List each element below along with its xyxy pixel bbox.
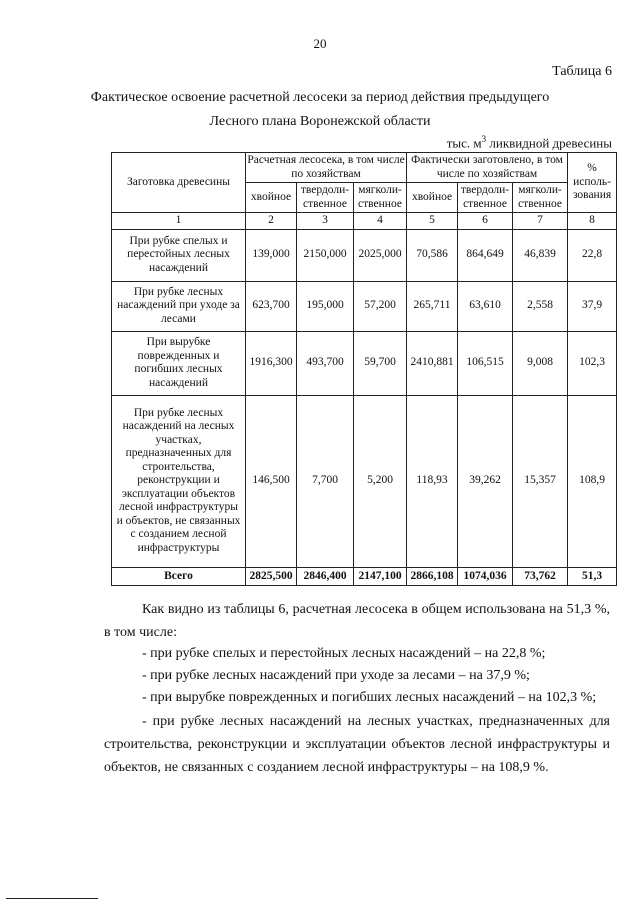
cell-value: 22,8 — [568, 229, 617, 281]
row-label: При рубке спелых и перестойных лесных насаждений — [112, 229, 246, 281]
unit-superscript: 3 — [481, 134, 487, 144]
table-row — [112, 229, 617, 281]
column-number-row — [112, 213, 617, 230]
cell-value: 1916,300 — [246, 331, 297, 395]
header-calc-hardwood: твердоли-ственное — [297, 183, 354, 213]
header-fact-group: Фактически заготовлено, в том числе по хозяйствам — [407, 153, 568, 183]
cell-value: 623,700 — [246, 281, 297, 331]
cell-value: 39,262 — [458, 395, 513, 567]
total-row — [112, 567, 617, 586]
cell-value: 63,610 — [458, 281, 513, 331]
cell-value: 118,93 — [407, 395, 458, 567]
summary-item: - при рубке спелых и перестойных лесных насаждений – на 22,8 %; — [142, 646, 546, 661]
unit-label — [447, 134, 612, 151]
cell-value: 46,839 — [513, 229, 568, 281]
summary-item: - при вырубке поврежденных и погибших лесных насаждений – на 102,3 %; — [142, 690, 597, 705]
total-value: 1074,036 — [458, 567, 513, 586]
table-row — [112, 281, 617, 331]
total-value: 2846,400 — [297, 567, 354, 586]
total-value: 2825,500 — [246, 567, 297, 586]
cell-value: 9,008 — [513, 331, 568, 395]
header-harvest-type: Заготовка древесины — [112, 153, 246, 213]
cell-value: 864,649 — [458, 229, 513, 281]
document-title: Фактическое освоение расчетной лесосеки за период действия предыдущего Лесного плана Воронежской области — [90, 90, 550, 129]
row-label: При рубке лесных насаждений при уходе за лесами — [112, 281, 246, 331]
cell-value: 146,500 — [246, 395, 297, 567]
summary-intro: Как видно из таблицы 6, расчетная лесосека в общем использована на 51,3 %, в том числе: — [104, 602, 610, 640]
cell-value: 2410,881 — [407, 331, 458, 395]
footnote-divider — [6, 898, 98, 899]
unit-suffix: ликвидной древесины — [486, 135, 612, 151]
cell-value: 139,000 — [246, 229, 297, 281]
cell-value: 15,357 — [513, 395, 568, 567]
table-row — [112, 331, 617, 395]
col-number: 6 — [458, 213, 513, 230]
cell-value: 2150,000 — [297, 229, 354, 281]
cell-value: 195,000 — [297, 281, 354, 331]
summary-item: - при рубке лесных насаждений при уходе за лесами – на 37,9 %; — [142, 668, 530, 683]
cell-value: 7,700 — [297, 395, 354, 567]
header-fact-hardwood: твердоли-ственное — [458, 183, 513, 213]
col-number: 7 — [513, 213, 568, 230]
col-number: 8 — [568, 213, 617, 230]
col-number: 1 — [112, 213, 246, 230]
cell-value: 493,700 — [297, 331, 354, 395]
row-label: При вырубке поврежденных и погибших лесных насаждений — [112, 331, 246, 395]
header-calc-conifer: хвойное — [246, 183, 297, 213]
cell-value: 106,515 — [458, 331, 513, 395]
unit-prefix: тыс. м — [446, 135, 482, 151]
cell-value: 59,700 — [354, 331, 407, 395]
row-label: При рубке лесных насаждений на лесных участках, предназначенных для строительства, реконструкции и эксплуатации объектов лесной инфраструктуры и объектов, не связанных с созданием лесной инфраструктуры — [112, 395, 246, 567]
header-calc-softwood: мягколи-ственное — [354, 183, 407, 213]
header-calc-group: Расчетная лесосека, в том числе по хозяйствам — [246, 153, 407, 183]
cell-value: 108,9 — [568, 395, 617, 567]
cell-value: 2025,000 — [354, 229, 407, 281]
cell-value: 5,200 — [354, 395, 407, 567]
page-number: 20 — [313, 36, 327, 51]
total-value: 2866,108 — [407, 567, 458, 586]
header-fact-conifer: хвойное — [407, 183, 458, 213]
total-value: 51,3 — [568, 567, 617, 586]
total-label: Всего — [112, 567, 246, 586]
col-number: 3 — [297, 213, 354, 230]
cell-value: 57,200 — [354, 281, 407, 331]
total-value: 2147,100 — [354, 567, 407, 586]
summary-item: - при рубке лесных насаждений на лесных участках, предназначенных для строительства, реконструкции и эксплуатации объектов лесной инфраструктуры и объектов, не связанных с созданием лесной инфраструктуры – на 108,9 %. — [104, 714, 610, 775]
table-label: Таблица 6 — [552, 64, 612, 79]
col-number: 4 — [354, 213, 407, 230]
cell-value: 265,711 — [407, 281, 458, 331]
cell-value: 70,586 — [407, 229, 458, 281]
header-fact-softwood: мягколи-ственное — [513, 183, 568, 213]
cell-value: 37,9 — [568, 281, 617, 331]
col-number: 2 — [246, 213, 297, 230]
cell-value: 2,558 — [513, 281, 568, 331]
header-usage-pct: % исполь-зования — [568, 153, 617, 213]
col-number: 5 — [407, 213, 458, 230]
harvest-table — [111, 152, 617, 586]
table-row — [112, 395, 617, 567]
cell-value: 102,3 — [568, 331, 617, 395]
total-value: 73,762 — [513, 567, 568, 586]
